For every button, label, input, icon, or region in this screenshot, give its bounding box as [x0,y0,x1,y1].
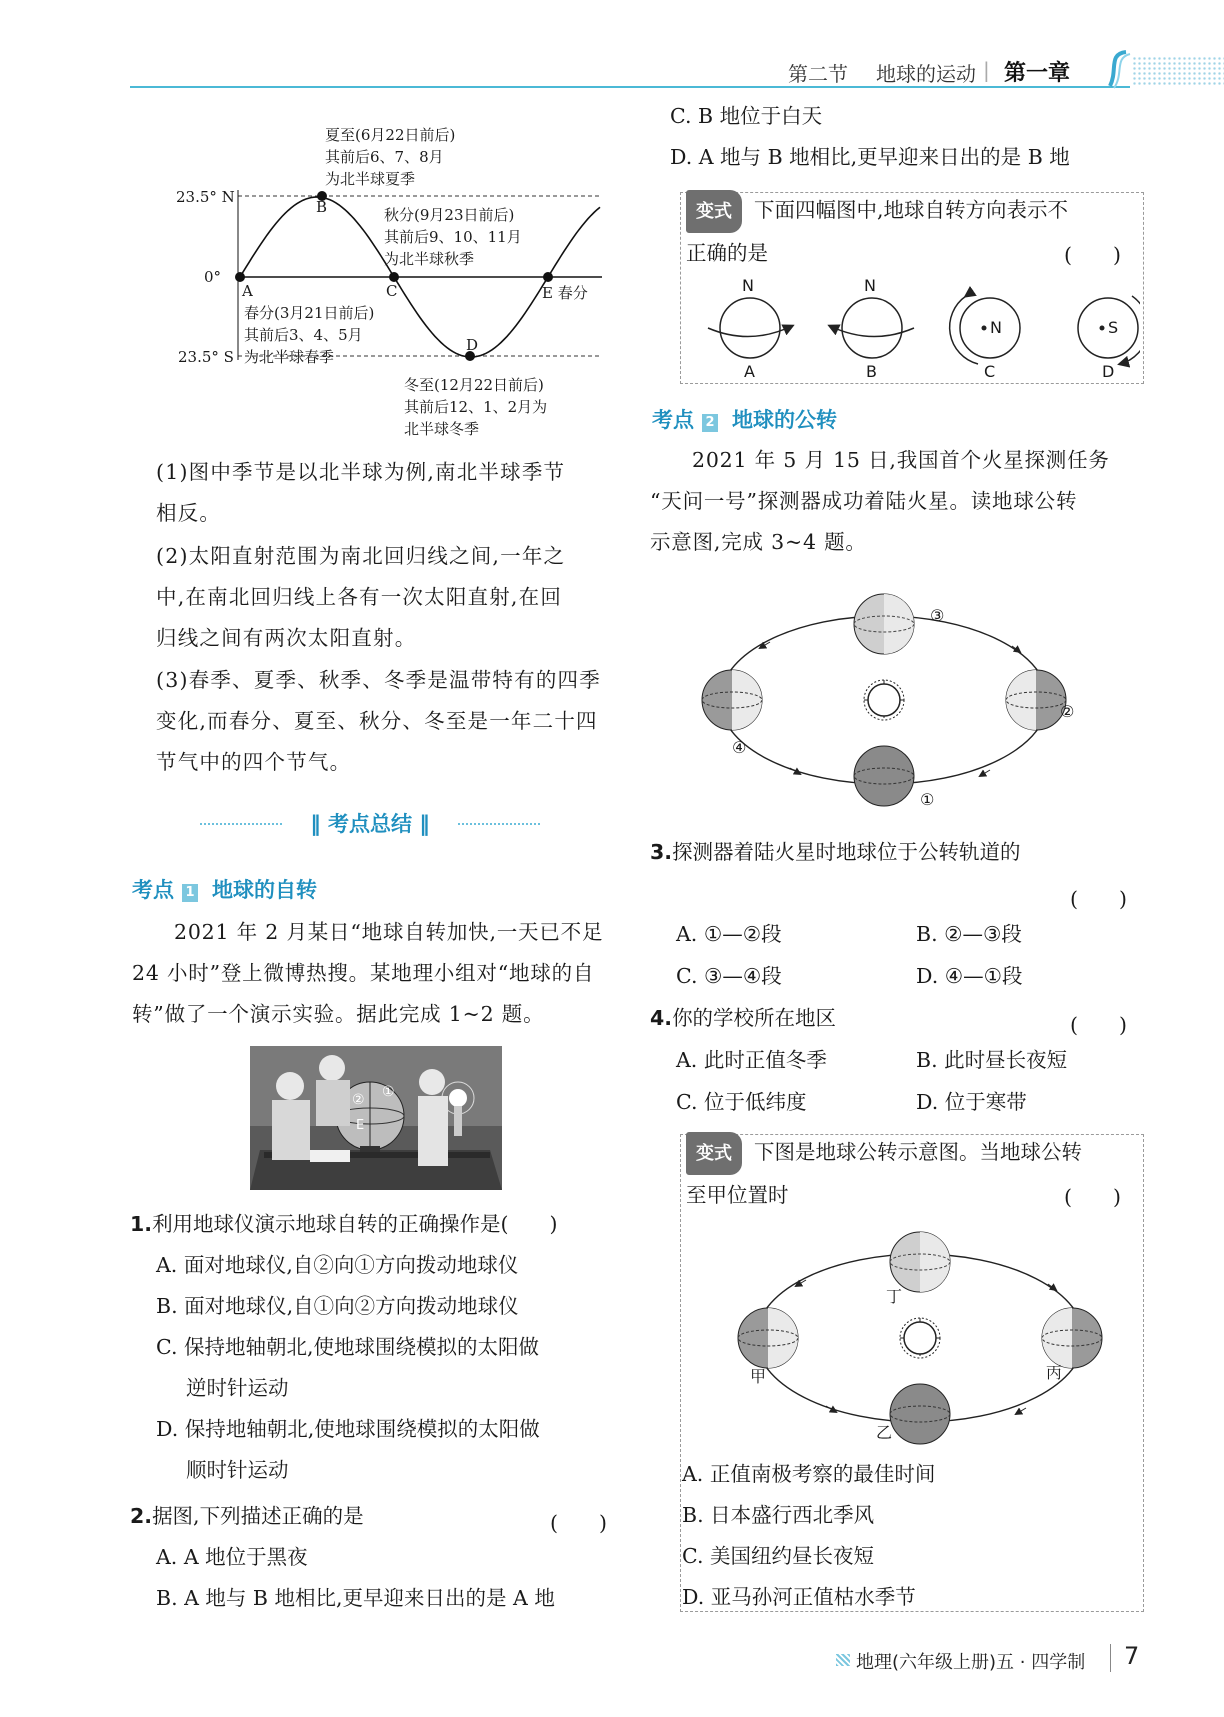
header-topic: 地球的运动 [876,62,976,86]
kaodian-2-heading: 考点 2 地球的公转 [652,408,837,432]
globe-d-pole: S [1108,318,1119,337]
lat-zero-label: 0° [204,268,222,286]
earth-orbit-diagram-2 [730,1226,1130,1456]
footer-mark-icon [836,1654,850,1666]
page-number: 7 [1124,1642,1140,1670]
photo-label-1: ① [382,1084,395,1100]
note-3: (3)春季、夏季、秋季、冬季是温带特有的四季 变化,而春分、夏至、秋分、冬至是一年二十四 节气中的四个节气。 [156,668,601,774]
q4-answer-paren: ( ) [1070,1013,1127,1037]
winter-note: 冬至(12月22日前后) 其前后12、1、2月为 北半球冬季 [404,376,548,438]
q3-option-d: D. ④—①段 [916,964,1023,988]
point-e-label: E 春分 [542,284,588,302]
orbit2-label-yi: 乙 [876,1423,893,1442]
orbit1-label-1: ① [920,790,935,809]
spring-note: 春分(3月21日前后) 其前后3、4、5月 为北半球春季 [244,304,375,366]
q4-option-a: A. 此时正值冬季 [676,1048,827,1072]
q4-option-c: C. 位于低纬度 [676,1090,807,1114]
point-d-label: D [466,336,479,354]
q3-option-c: C. ③—④段 [676,964,782,988]
variant-1-stem: 变式 下面四幅图中,地球自转方向表示不 正确的是 [686,190,1068,274]
note-2: (2)太阳直射范围为南北回归线之间,一年之 中,在南北回归线上各有一次太阳直射,在回 归线之间有两次太阳直射。 [156,544,566,650]
globe-experiment-photo [250,1046,502,1190]
header-chapter: 第一章 [1004,61,1071,86]
header-dot-pattern [1132,56,1224,86]
orbit1-label-4: ④ [732,738,747,757]
kaodian-1-heading: 考点 1 地球的自转 [132,878,317,902]
globe-b-label: B [866,362,877,381]
q3-option-b: B. ②—③段 [916,922,1022,946]
variant-2-paren: ( ) [1064,1185,1121,1209]
orbit2-label-ding: 丁 [886,1287,903,1306]
header-rule [130,86,1130,88]
variant-2-options: A. 正值南极考察的最佳时间 B. 日本盛行西北季风 C. 美国纽约昼长夜短 D. 亚马孙河正值枯水季节 [682,1462,936,1609]
q2-answer-paren: ( ) [550,1511,607,1535]
summary-title: ‖ 考点总结 ‖ [200,808,540,838]
lat-south-label: 23.5° S [178,348,234,366]
note-1: (1)图中季节是以北半球为例,南北半球季节 相反。 [156,460,566,525]
summer-note: 夏至(6月22日前后) 其前后6、7、8月 为北半球夏季 [325,126,456,188]
header-section: 第二节 [788,62,848,86]
q3-answer-paren: ( ) [1070,887,1127,911]
orbit1-label-2: ② [1060,702,1075,721]
question-2-continued: C. B 地位于白天 D. A 地与 B 地相比,更早迎来日出的是 B 地 [670,104,1070,169]
lat-north-label: 23.5° N [176,188,235,206]
variant-2-stem: 变式 下图是地球公转示意图。当地球公转 至甲位置时 [686,1132,1082,1216]
globe-a-pole: N [742,276,754,295]
photo-label-2: ② [352,1092,365,1108]
orbit2-label-jia: 甲 [750,1367,767,1386]
intro-1: 2021 年 2 月某日“地球自转加快,一天已不足 24 小时”登上微博热搜。某地理小组对“地球的自 转”做了一个演示实验。据此完成 1~2 题。 [132,920,604,1026]
chapter-swoosh-icon [1100,48,1136,90]
earth-orbit-diagram-1 [700,588,1100,818]
point-b-label: B [316,198,328,216]
q4-option-b: B. 此时昼长夜短 [916,1048,1068,1072]
globe-d-label: D [1102,362,1115,381]
intro-2: 2021 年 5 月 15 日,我国首个火星探测任务 “天问一号”探测器成功着陆火星。读地球公转 示意图,完成 3~4 题。 [650,448,1110,554]
footer-book-title: 地理(六年级上册)五 · 四学制 [856,1652,1086,1673]
variant-1-paren: ( ) [1064,243,1121,267]
question-1: 1.利用地球仪演示地球自转的正确操作是( ) A. 面对地球仪,自②向①方向拨动地球仪 B. 面对地球仪,自①向②方向拨动地球仪 C. 保持地轴朝北,使地球围绕模拟的太阳做 逆时针运动 D. 保持地轴朝北,使地球围绕模拟的太阳做 顺时针运动 [130,1212,558,1482]
question-3: 3.探测器着陆火星时地球位于公转轨道的 [650,840,1021,864]
rotation-globes-diagram [700,270,1140,380]
header-separator: | [983,58,990,82]
orbit2-label-bing: 丙 [1046,1363,1063,1382]
question-4: 4.你的学校所在地区 [650,1006,837,1030]
point-a-label: A [242,282,253,300]
globe-a-label: A [744,362,755,381]
q3-option-a: A. ①—②段 [676,922,782,946]
footer-divider [1110,1644,1111,1672]
point-c-label: C [386,282,398,300]
autumn-note: 秋分(9月23日前后) 其前后9、10、11月 为北半球秋季 [384,206,522,268]
globe-c-pole: N [990,318,1002,337]
orbit1-label-3: ③ [930,606,945,625]
photo-label-e: E [356,1118,365,1133]
globe-c-label: C [984,362,996,381]
q4-option-d: D. 位于寒带 [916,1090,1027,1114]
globe-b-pole: N [864,276,876,295]
question-2: 2.据图,下列描述正确的是 A. A 地位于黑夜 B. A 地与 B 地相比,更早迎来日出的是 A 地 [130,1504,555,1610]
